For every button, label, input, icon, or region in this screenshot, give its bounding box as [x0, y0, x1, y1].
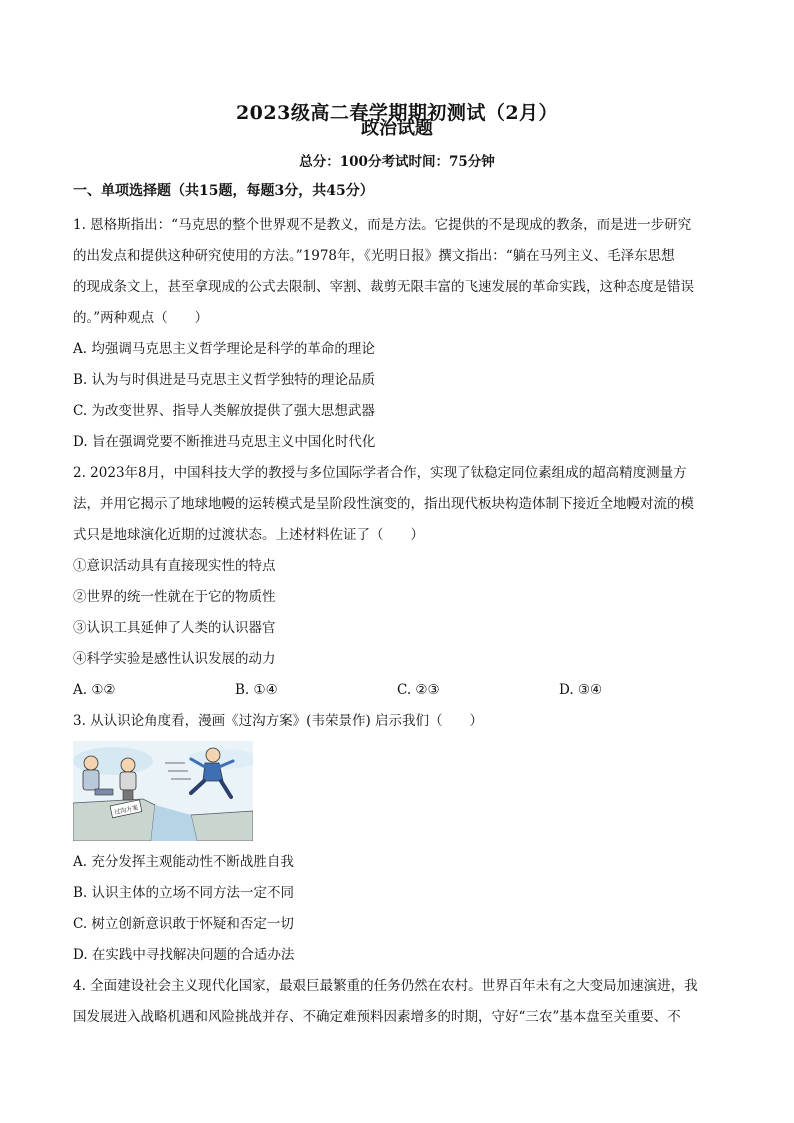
option-d: D. 旨在强调党要不断推进马克思主义中国化时代化: [73, 434, 376, 450]
exam-meta: 总分：100分考试时间：75分钟: [299, 154, 495, 170]
option-a: A. 均强调马克思主义哲学理论是科学的革命的理论: [73, 341, 375, 357]
option-c: C. 树立创新意识敢于怀疑和否定一切: [73, 916, 294, 932]
question-text-line: 1. 恩格斯指出：“马克思的整个世界观不是教义，而是方法。它提供的不是现成的教条，而是进一步研究: [73, 217, 692, 233]
question-text-line: 的现成条文上，甚至拿现成的公式去限制、宰割、裁剪无限丰富的飞速发展的革命实践，这种态度是错误: [73, 279, 694, 295]
option-b: B. 认识主体的立场不同方法一定不同: [73, 885, 295, 901]
question-1: [73, 210, 723, 458]
question-text-line: 法，并用它揭示了地球地幔的运转模式是呈阶段性演变的，指出现代板块构造体制下接近全地幔对流的模: [73, 496, 694, 512]
option-row: [73, 675, 723, 706]
question-text-line: 的出发点和提供这种研究使用的方法。”1978年，《光明日报》撰文指出：“躺在马列主义、毛泽东思想: [73, 248, 675, 264]
option-d: D. ③④: [559, 682, 603, 698]
question-text-line: 2. 2023年8月，中国科技大学的教授与多位国际学者合作，实现了钛稳定同位素组成的超高精度测量方: [73, 465, 687, 481]
question-text-line: 国发展进入战略机遇和风险挑战并存、不确定难预料因素增多的时期，守好“三农”基本盘至关重要、不: [73, 1009, 681, 1025]
cartoon-sign-text: 过沟方案: [113, 804, 139, 817]
option-c: C. ②③: [397, 682, 440, 698]
question-text-line: 式只是地球演化近期的过渡状态。上述材料佐证了（ ）: [73, 527, 424, 543]
statement-item: ①意识活动具有直接现实性的特点: [73, 558, 276, 574]
option-b: B. 认为与时俱进是马克思主义哲学独特的理论品质: [73, 372, 376, 388]
section-heading: 一、单项选择题（共15题，每题3分，共45分）: [73, 183, 374, 199]
question-text-line: 4. 全面建设社会主义现代化国家，最艰巨最繁重的任务仍然在农村。世界百年未有之大变局加速演进，我: [73, 978, 698, 994]
question-text-line: 3. 从认识论角度看，漫画《过沟方案》(韦荣景作) 启示我们（ ）: [73, 713, 483, 729]
option-a: A. ①②: [73, 682, 116, 698]
option-d: D. 在实践中寻找解决问题的合适办法: [73, 947, 295, 963]
option-a: A. 充分发挥主观能动性不断战胜自我: [73, 854, 294, 870]
exam-title: 2023级高二春学期期初测试（2月）: [235, 102, 559, 124]
option-b: B. ①④: [235, 682, 278, 698]
question-text-line: 的。”两种观点（ ）: [73, 310, 209, 326]
question-4: [73, 971, 723, 1033]
statement-item: ③认识工具延伸了人类的认识器官: [73, 620, 276, 636]
question-2: [73, 458, 723, 706]
statement-item: ②世界的统一性就在于它的物质性: [73, 589, 276, 605]
exam-content: [73, 180, 723, 1033]
subject-title: 政治试题: [361, 118, 433, 139]
statement-item: ④科学实验是感性认识发展的动力: [73, 651, 276, 667]
question-3: [73, 706, 723, 971]
option-c: C. 为改变世界、指导人类解放提供了强大思想武器: [73, 403, 375, 419]
cartoon-image: [73, 741, 253, 841]
